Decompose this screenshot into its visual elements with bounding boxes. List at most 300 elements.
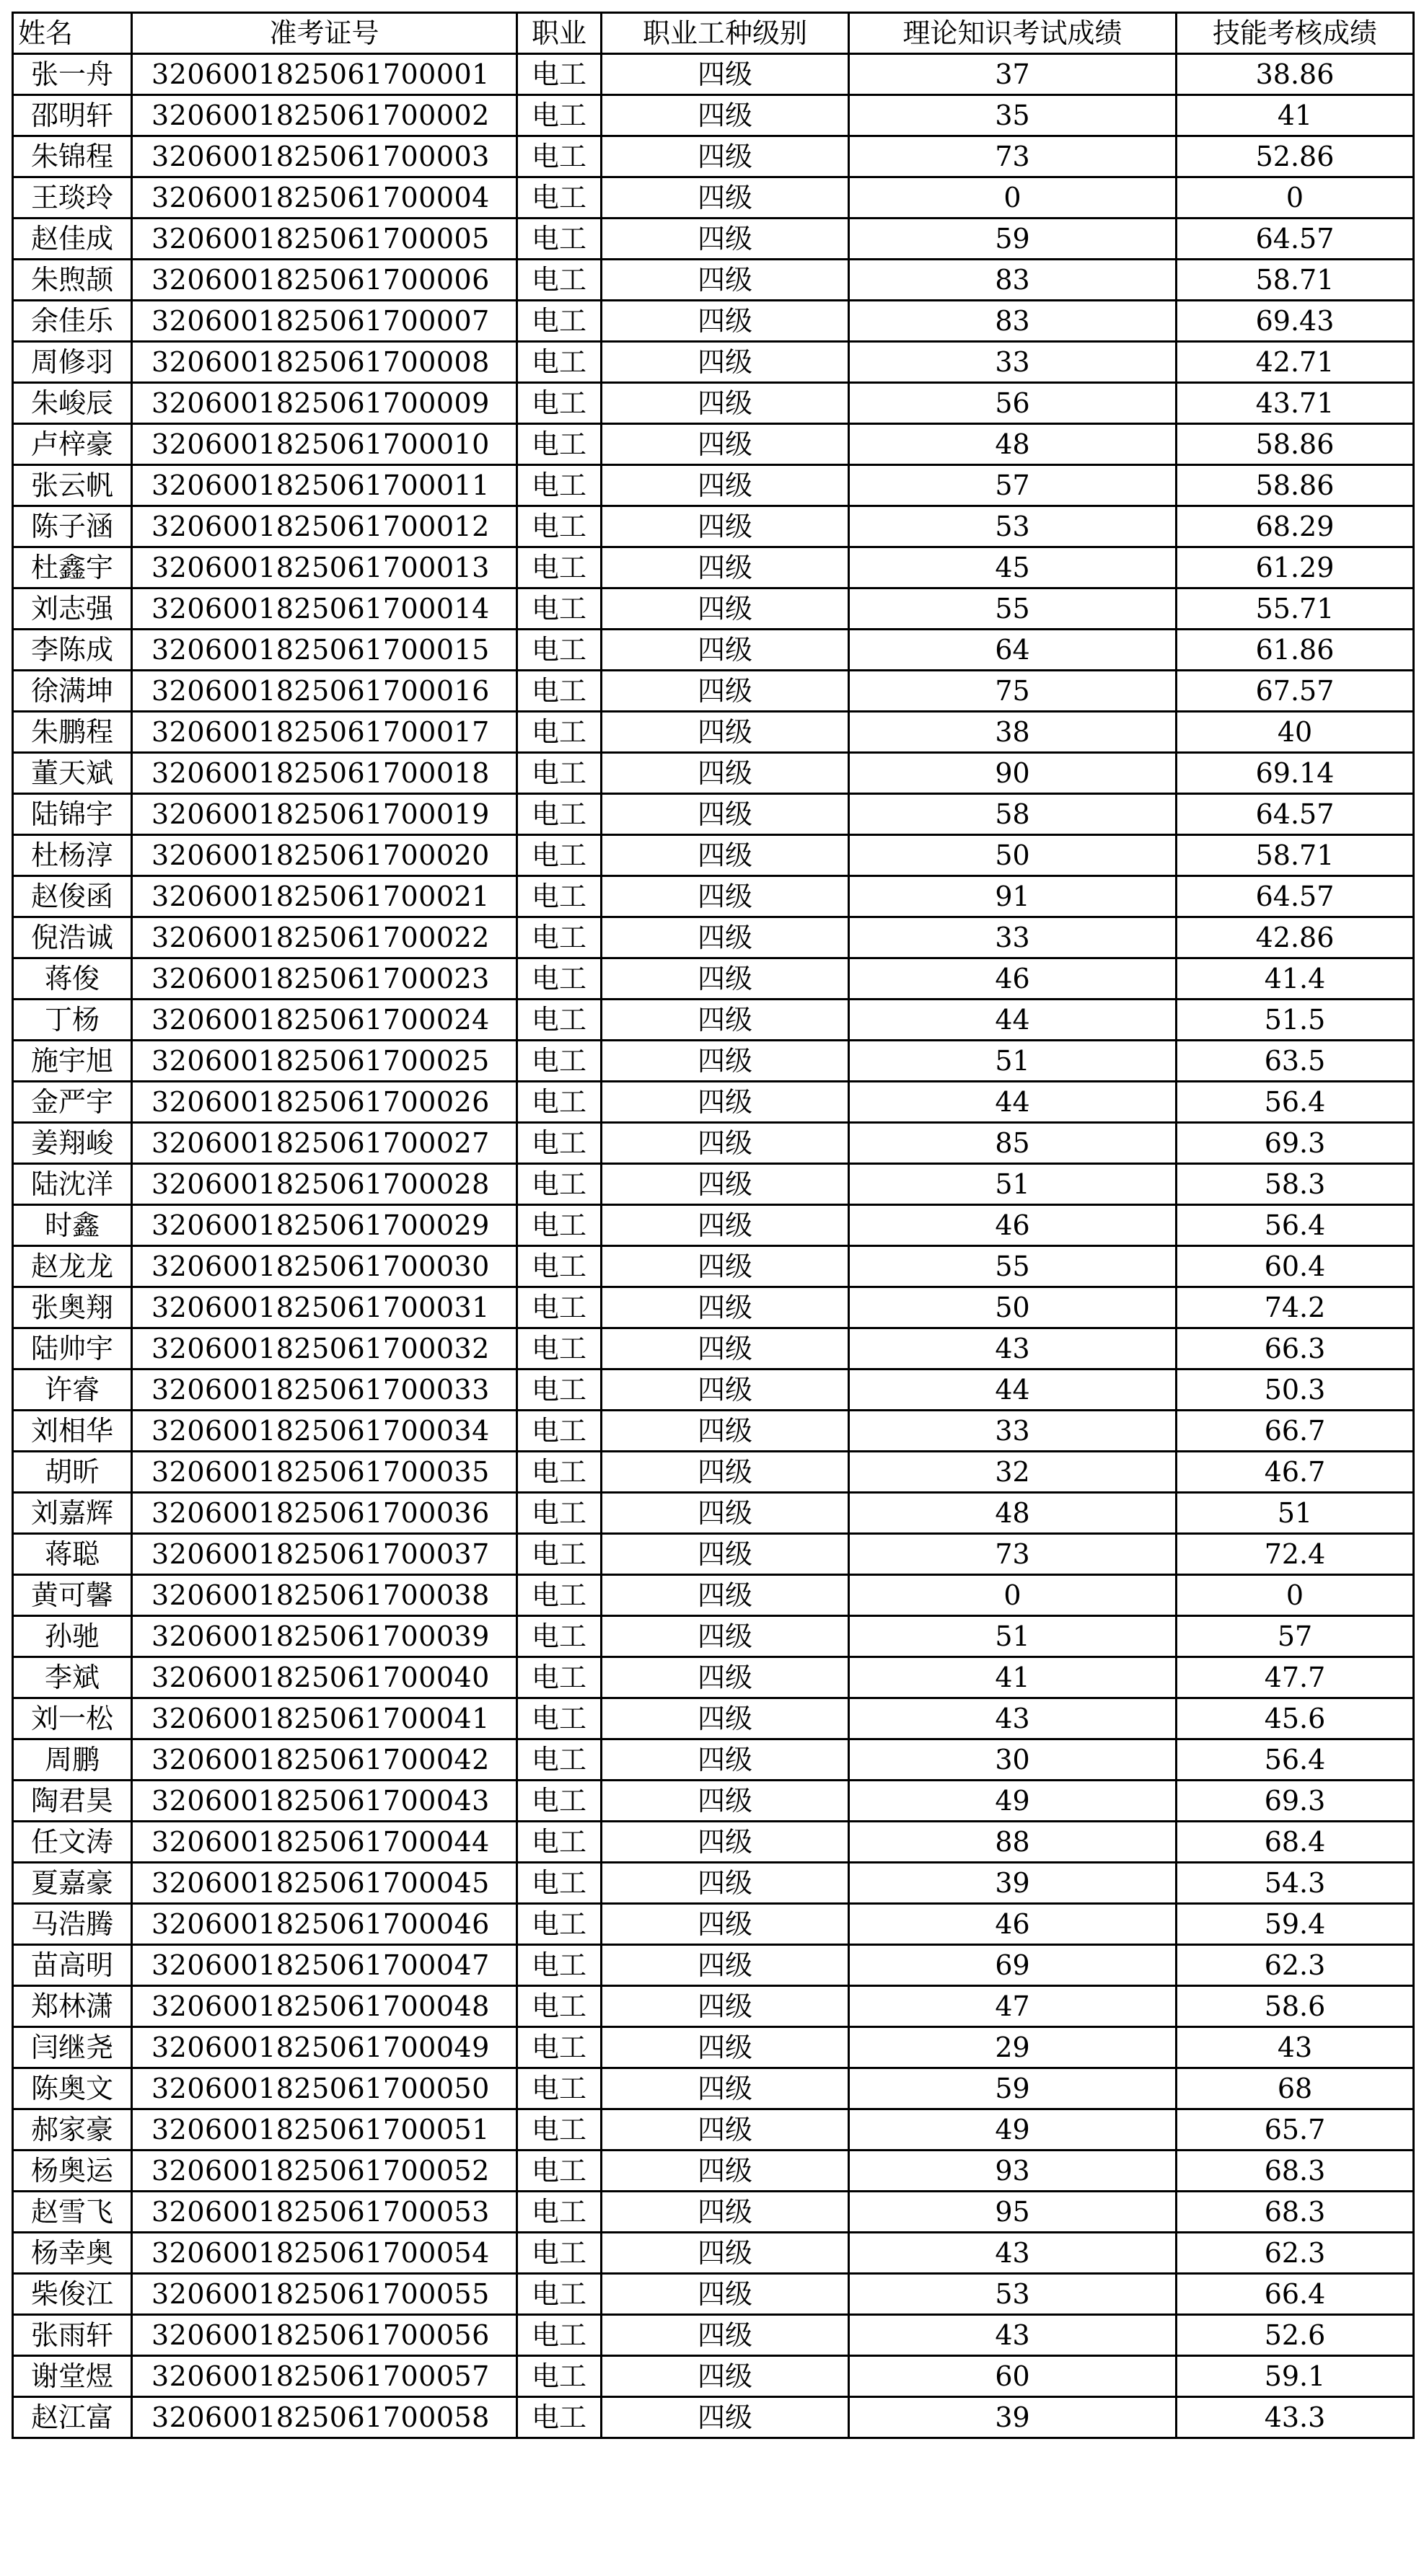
cell-exam-id: 3206001825061700029: [132, 1205, 517, 1246]
cell-exam-id: 3206001825061700038: [132, 1575, 517, 1616]
cell-exam-id: 3206001825061700019: [132, 794, 517, 835]
cell-exam-id: 3206001825061700057: [132, 2356, 517, 2397]
cell-exam-id: 3206001825061700051: [132, 2109, 517, 2151]
cell-exam-id: 3206001825061700053: [132, 2192, 517, 2233]
cell-level: 四级: [602, 95, 849, 136]
cell-skill-score: 60.4: [1177, 1246, 1414, 1287]
cell-skill-score: 43.71: [1177, 383, 1414, 424]
cell-skill-score: 69.3: [1177, 1781, 1414, 1822]
header-name: 姓名: [13, 13, 132, 54]
cell-exam-id: 3206001825061700045: [132, 1863, 517, 1904]
cell-occupation: 电工: [517, 1369, 602, 1411]
table-row: [13, 342, 1414, 383]
cell-exam-id: 3206001825061700014: [132, 588, 517, 630]
cell-occupation: 电工: [517, 506, 602, 547]
cell-exam-id: 3206001825061700034: [132, 1411, 517, 1452]
cell-skill-score: 43.3: [1177, 2397, 1414, 2438]
cell-exam-id: 3206001825061700001: [132, 54, 517, 95]
cell-occupation: 电工: [517, 2315, 602, 2356]
cell-level: 四级: [602, 794, 849, 835]
table-row: [13, 177, 1414, 219]
cell-occupation: 电工: [517, 547, 602, 588]
cell-occupation: 电工: [517, 1575, 602, 1616]
cell-level: 四级: [602, 1698, 849, 1739]
cell-skill-score: 64.57: [1177, 219, 1414, 260]
cell-level: 四级: [602, 1534, 849, 1575]
cell-theory-score: 59: [849, 219, 1177, 260]
cell-exam-id: 3206001825061700048: [132, 1986, 517, 2027]
cell-level: 四级: [602, 2027, 849, 2068]
cell-skill-score: 58.71: [1177, 260, 1414, 301]
cell-level: 四级: [602, 2397, 849, 2438]
cell-name: 时鑫: [13, 1205, 132, 1246]
cell-name: 朱煦颉: [13, 260, 132, 301]
cell-name: 陈子涵: [13, 506, 132, 547]
cell-occupation: 电工: [517, 753, 602, 794]
cell-theory-score: 29: [849, 2027, 1177, 2068]
table-row: [13, 2274, 1414, 2315]
cell-theory-score: 95: [849, 2192, 1177, 2233]
table-header-row: [13, 13, 1414, 54]
cell-theory-score: 56: [849, 383, 1177, 424]
cell-theory-score: 48: [849, 1493, 1177, 1534]
cell-name: 苗高明: [13, 1945, 132, 1986]
table-row: [13, 95, 1414, 136]
header-level: 职业工种级别: [602, 13, 849, 54]
cell-name: 赵江富: [13, 2397, 132, 2438]
cell-level: 四级: [602, 260, 849, 301]
cell-occupation: 电工: [517, 1534, 602, 1575]
cell-occupation: 电工: [517, 424, 602, 465]
cell-occupation: 电工: [517, 876, 602, 917]
table-row: [13, 1945, 1414, 1986]
cell-level: 四级: [602, 1739, 849, 1781]
table-row: [13, 1822, 1414, 1863]
cell-name: 张云帆: [13, 465, 132, 506]
cell-level: 四级: [602, 753, 849, 794]
cell-occupation: 电工: [517, 1822, 602, 1863]
cell-name: 陆沈洋: [13, 1164, 132, 1205]
cell-name: 朱鹏程: [13, 712, 132, 753]
cell-theory-score: 48: [849, 424, 1177, 465]
cell-level: 四级: [602, 219, 849, 260]
cell-theory-score: 83: [849, 301, 1177, 342]
score-table: [12, 12, 1415, 2439]
cell-exam-id: 3206001825061700055: [132, 2274, 517, 2315]
cell-exam-id: 3206001825061700027: [132, 1123, 517, 1164]
cell-skill-score: 58.86: [1177, 424, 1414, 465]
cell-level: 四级: [602, 1781, 849, 1822]
cell-exam-id: 3206001825061700025: [132, 1041, 517, 1082]
cell-name: 施宇旭: [13, 1041, 132, 1082]
cell-exam-id: 3206001825061700007: [132, 301, 517, 342]
cell-occupation: 电工: [517, 54, 602, 95]
cell-level: 四级: [602, 1863, 849, 1904]
cell-name: 刘志强: [13, 588, 132, 630]
cell-occupation: 电工: [517, 1082, 602, 1123]
table-row: [13, 1616, 1414, 1657]
table-row: [13, 260, 1414, 301]
header-exam-id: 准考证号: [132, 13, 517, 54]
cell-theory-score: 50: [849, 835, 1177, 876]
cell-theory-score: 73: [849, 1534, 1177, 1575]
table-row: [13, 1246, 1414, 1287]
cell-theory-score: 53: [849, 506, 1177, 547]
cell-occupation: 电工: [517, 1000, 602, 1041]
table-row: [13, 1986, 1414, 2027]
cell-name: 谢堂煜: [13, 2356, 132, 2397]
table-row: [13, 2397, 1414, 2438]
cell-level: 四级: [602, 1986, 849, 2027]
cell-occupation: 电工: [517, 1041, 602, 1082]
cell-name: 姜翔峻: [13, 1123, 132, 1164]
cell-occupation: 电工: [517, 1411, 602, 1452]
cell-occupation: 电工: [517, 671, 602, 712]
table-row: [13, 794, 1414, 835]
cell-skill-score: 64.57: [1177, 876, 1414, 917]
cell-occupation: 电工: [517, 465, 602, 506]
cell-occupation: 电工: [517, 219, 602, 260]
cell-occupation: 电工: [517, 1739, 602, 1781]
cell-theory-score: 88: [849, 1822, 1177, 1863]
table-row: [13, 2192, 1414, 2233]
header-theory-score: 理论知识考试成绩: [849, 13, 1177, 54]
cell-skill-score: 72.4: [1177, 1534, 1414, 1575]
cell-name: 郝家豪: [13, 2109, 132, 2151]
table-row: [13, 2151, 1414, 2192]
cell-name: 李陈成: [13, 630, 132, 671]
cell-name: 刘一松: [13, 1698, 132, 1739]
cell-occupation: 电工: [517, 177, 602, 219]
cell-theory-score: 49: [849, 2109, 1177, 2151]
cell-name: 陈奥文: [13, 2068, 132, 2109]
cell-level: 四级: [602, 547, 849, 588]
cell-exam-id: 3206001825061700013: [132, 547, 517, 588]
cell-level: 四级: [602, 1000, 849, 1041]
cell-occupation: 电工: [517, 1657, 602, 1698]
cell-skill-score: 69.3: [1177, 1123, 1414, 1164]
cell-occupation: 电工: [517, 2027, 602, 2068]
cell-level: 四级: [602, 177, 849, 219]
cell-skill-score: 66.4: [1177, 2274, 1414, 2315]
cell-name: 金严宇: [13, 1082, 132, 1123]
table-row: [13, 958, 1414, 1000]
cell-skill-score: 45.6: [1177, 1698, 1414, 1739]
cell-theory-score: 46: [849, 1904, 1177, 1945]
cell-name: 王琰玲: [13, 177, 132, 219]
cell-skill-score: 62.3: [1177, 1945, 1414, 1986]
cell-level: 四级: [602, 1082, 849, 1123]
cell-skill-score: 41: [1177, 95, 1414, 136]
cell-occupation: 电工: [517, 1863, 602, 1904]
cell-occupation: 电工: [517, 1698, 602, 1739]
cell-level: 四级: [602, 1904, 849, 1945]
cell-occupation: 电工: [517, 1287, 602, 1328]
cell-exam-id: 3206001825061700036: [132, 1493, 517, 1534]
cell-occupation: 电工: [517, 1493, 602, 1534]
cell-level: 四级: [602, 1575, 849, 1616]
cell-occupation: 电工: [517, 1246, 602, 1287]
table-row: [13, 630, 1414, 671]
cell-level: 四级: [602, 1246, 849, 1287]
cell-exam-id: 3206001825061700047: [132, 1945, 517, 1986]
cell-theory-score: 43: [849, 2233, 1177, 2274]
table-row: [13, 1657, 1414, 1698]
cell-theory-score: 60: [849, 2356, 1177, 2397]
cell-occupation: 电工: [517, 2151, 602, 2192]
cell-name: 徐满坤: [13, 671, 132, 712]
cell-theory-score: 0: [849, 177, 1177, 219]
cell-skill-score: 52.6: [1177, 2315, 1414, 2356]
cell-theory-score: 93: [849, 2151, 1177, 2192]
table-row: [13, 1863, 1414, 1904]
table-row: [13, 1575, 1414, 1616]
cell-level: 四级: [602, 1123, 849, 1164]
cell-name: 李斌: [13, 1657, 132, 1698]
cell-exam-id: 3206001825061700023: [132, 958, 517, 1000]
cell-exam-id: 3206001825061700030: [132, 1246, 517, 1287]
cell-theory-score: 44: [849, 1082, 1177, 1123]
cell-exam-id: 3206001825061700037: [132, 1534, 517, 1575]
table-body: [13, 54, 1414, 2438]
cell-skill-score: 50.3: [1177, 1369, 1414, 1411]
cell-occupation: 电工: [517, 1904, 602, 1945]
cell-name: 张奥翔: [13, 1287, 132, 1328]
table-row: [13, 835, 1414, 876]
cell-level: 四级: [602, 424, 849, 465]
cell-level: 四级: [602, 2233, 849, 2274]
cell-occupation: 电工: [517, 2356, 602, 2397]
cell-exam-id: 3206001825061700024: [132, 1000, 517, 1041]
cell-exam-id: 3206001825061700002: [132, 95, 517, 136]
cell-occupation: 电工: [517, 1328, 602, 1369]
cell-skill-score: 40: [1177, 712, 1414, 753]
cell-theory-score: 45: [849, 547, 1177, 588]
cell-theory-score: 33: [849, 342, 1177, 383]
table-row: [13, 1452, 1414, 1493]
cell-exam-id: 3206001825061700011: [132, 465, 517, 506]
cell-level: 四级: [602, 1945, 849, 1986]
cell-level: 四级: [602, 1164, 849, 1205]
cell-skill-score: 42.71: [1177, 342, 1414, 383]
cell-occupation: 电工: [517, 1452, 602, 1493]
cell-theory-score: 44: [849, 1369, 1177, 1411]
cell-skill-score: 61.29: [1177, 547, 1414, 588]
cell-name: 杨奥运: [13, 2151, 132, 2192]
cell-name: 蒋聪: [13, 1534, 132, 1575]
cell-level: 四级: [602, 1452, 849, 1493]
cell-exam-id: 3206001825061700039: [132, 1616, 517, 1657]
cell-exam-id: 3206001825061700012: [132, 506, 517, 547]
cell-exam-id: 3206001825061700004: [132, 177, 517, 219]
cell-theory-score: 91: [849, 876, 1177, 917]
cell-exam-id: 3206001825061700010: [132, 424, 517, 465]
header-occupation: 职业: [517, 13, 602, 54]
cell-skill-score: 56.4: [1177, 1739, 1414, 1781]
cell-name: 张雨轩: [13, 2315, 132, 2356]
cell-level: 四级: [602, 2356, 849, 2397]
cell-name: 赵俊函: [13, 876, 132, 917]
cell-exam-id: 3206001825061700017: [132, 712, 517, 753]
cell-exam-id: 3206001825061700042: [132, 1739, 517, 1781]
cell-theory-score: 32: [849, 1452, 1177, 1493]
cell-occupation: 电工: [517, 1164, 602, 1205]
cell-occupation: 电工: [517, 136, 602, 177]
cell-level: 四级: [602, 712, 849, 753]
cell-name: 卢梓豪: [13, 424, 132, 465]
table-row: [13, 1000, 1414, 1041]
table-row: [13, 753, 1414, 794]
cell-name: 杨幸奥: [13, 2233, 132, 2274]
cell-exam-id: 3206001825061700058: [132, 2397, 517, 2438]
cell-theory-score: 90: [849, 753, 1177, 794]
cell-occupation: 电工: [517, 1205, 602, 1246]
cell-occupation: 电工: [517, 301, 602, 342]
cell-occupation: 电工: [517, 630, 602, 671]
cell-theory-score: 64: [849, 630, 1177, 671]
cell-name: 朱峻辰: [13, 383, 132, 424]
cell-name: 陆锦宇: [13, 794, 132, 835]
cell-level: 四级: [602, 383, 849, 424]
cell-skill-score: 51.5: [1177, 1000, 1414, 1041]
cell-skill-score: 55.71: [1177, 588, 1414, 630]
cell-exam-id: 3206001825061700040: [132, 1657, 517, 1698]
cell-name: 邵明轩: [13, 95, 132, 136]
table-row: [13, 547, 1414, 588]
cell-name: 柴俊江: [13, 2274, 132, 2315]
cell-theory-score: 51: [849, 1616, 1177, 1657]
cell-level: 四级: [602, 1616, 849, 1657]
table-row: [13, 1904, 1414, 1945]
cell-skill-score: 58.6: [1177, 1986, 1414, 2027]
cell-level: 四级: [602, 1041, 849, 1082]
cell-skill-score: 52.86: [1177, 136, 1414, 177]
table-row: [13, 219, 1414, 260]
cell-skill-score: 68.3: [1177, 2192, 1414, 2233]
cell-occupation: 电工: [517, 917, 602, 958]
cell-theory-score: 46: [849, 958, 1177, 1000]
cell-exam-id: 3206001825061700043: [132, 1781, 517, 1822]
cell-name: 杜鑫宇: [13, 547, 132, 588]
cell-skill-score: 69.43: [1177, 301, 1414, 342]
cell-occupation: 电工: [517, 2109, 602, 2151]
cell-skill-score: 69.14: [1177, 753, 1414, 794]
cell-occupation: 电工: [517, 2233, 602, 2274]
cell-theory-score: 46: [849, 1205, 1177, 1246]
table-row: [13, 1328, 1414, 1369]
cell-level: 四级: [602, 630, 849, 671]
cell-skill-score: 68.3: [1177, 2151, 1414, 2192]
cell-skill-score: 66.3: [1177, 1328, 1414, 1369]
cell-exam-id: 3206001825061700006: [132, 260, 517, 301]
table-row: [13, 2315, 1414, 2356]
cell-theory-score: 0: [849, 1575, 1177, 1616]
cell-theory-score: 33: [849, 1411, 1177, 1452]
table-row: [13, 383, 1414, 424]
cell-exam-id: 3206001825061700041: [132, 1698, 517, 1739]
cell-exam-id: 3206001825061700026: [132, 1082, 517, 1123]
cell-level: 四级: [602, 958, 849, 1000]
cell-name: 胡昕: [13, 1452, 132, 1493]
cell-exam-id: 3206001825061700018: [132, 753, 517, 794]
cell-level: 四级: [602, 1328, 849, 1369]
table-row: [13, 1041, 1414, 1082]
cell-level: 四级: [602, 917, 849, 958]
table-row: [13, 301, 1414, 342]
cell-level: 四级: [602, 301, 849, 342]
cell-skill-score: 61.86: [1177, 630, 1414, 671]
cell-level: 四级: [602, 2315, 849, 2356]
header-skill-score: 技能考核成绩: [1177, 13, 1414, 54]
cell-level: 四级: [602, 2068, 849, 2109]
cell-exam-id: 3206001825061700056: [132, 2315, 517, 2356]
cell-skill-score: 43: [1177, 2027, 1414, 2068]
cell-skill-score: 65.7: [1177, 2109, 1414, 2151]
cell-skill-score: 56.4: [1177, 1082, 1414, 1123]
table-row: [13, 2109, 1414, 2151]
cell-skill-score: 58.71: [1177, 835, 1414, 876]
cell-theory-score: 43: [849, 2315, 1177, 2356]
cell-skill-score: 46.7: [1177, 1452, 1414, 1493]
cell-theory-score: 43: [849, 1328, 1177, 1369]
cell-theory-score: 50: [849, 1287, 1177, 1328]
cell-exam-id: 3206001825061700021: [132, 876, 517, 917]
cell-skill-score: 59.1: [1177, 2356, 1414, 2397]
cell-theory-score: 37: [849, 54, 1177, 95]
table-row: [13, 1287, 1414, 1328]
cell-theory-score: 58: [849, 794, 1177, 835]
table-row: [13, 917, 1414, 958]
cell-level: 四级: [602, 136, 849, 177]
cell-theory-score: 44: [849, 1000, 1177, 1041]
cell-exam-id: 3206001825061700015: [132, 630, 517, 671]
cell-skill-score: 68: [1177, 2068, 1414, 2109]
cell-skill-score: 68.29: [1177, 506, 1414, 547]
cell-skill-score: 74.2: [1177, 1287, 1414, 1328]
cell-name: 朱锦程: [13, 136, 132, 177]
cell-skill-score: 54.3: [1177, 1863, 1414, 1904]
cell-level: 四级: [602, 876, 849, 917]
table-row: [13, 1164, 1414, 1205]
table-row: [13, 876, 1414, 917]
cell-exam-id: 3206001825061700044: [132, 1822, 517, 1863]
cell-skill-score: 0: [1177, 1575, 1414, 1616]
cell-level: 四级: [602, 1657, 849, 1698]
cell-exam-id: 3206001825061700008: [132, 342, 517, 383]
cell-occupation: 电工: [517, 2068, 602, 2109]
cell-exam-id: 3206001825061700016: [132, 671, 517, 712]
cell-theory-score: 75: [849, 671, 1177, 712]
cell-skill-score: 62.3: [1177, 2233, 1414, 2274]
cell-theory-score: 59: [849, 2068, 1177, 2109]
cell-name: 杜杨淳: [13, 835, 132, 876]
cell-name: 张一舟: [13, 54, 132, 95]
cell-exam-id: 3206001825061700046: [132, 1904, 517, 1945]
cell-exam-id: 3206001825061700050: [132, 2068, 517, 2109]
cell-occupation: 电工: [517, 342, 602, 383]
cell-name: 陶君昊: [13, 1781, 132, 1822]
table-row: [13, 1205, 1414, 1246]
table-row: [13, 1123, 1414, 1164]
cell-skill-score: 56.4: [1177, 1205, 1414, 1246]
cell-exam-id: 3206001825061700009: [132, 383, 517, 424]
cell-exam-id: 3206001825061700032: [132, 1328, 517, 1369]
cell-name: 郑林潇: [13, 1986, 132, 2027]
cell-level: 四级: [602, 54, 849, 95]
table-row: [13, 136, 1414, 177]
cell-theory-score: 33: [849, 917, 1177, 958]
cell-theory-score: 55: [849, 1246, 1177, 1287]
